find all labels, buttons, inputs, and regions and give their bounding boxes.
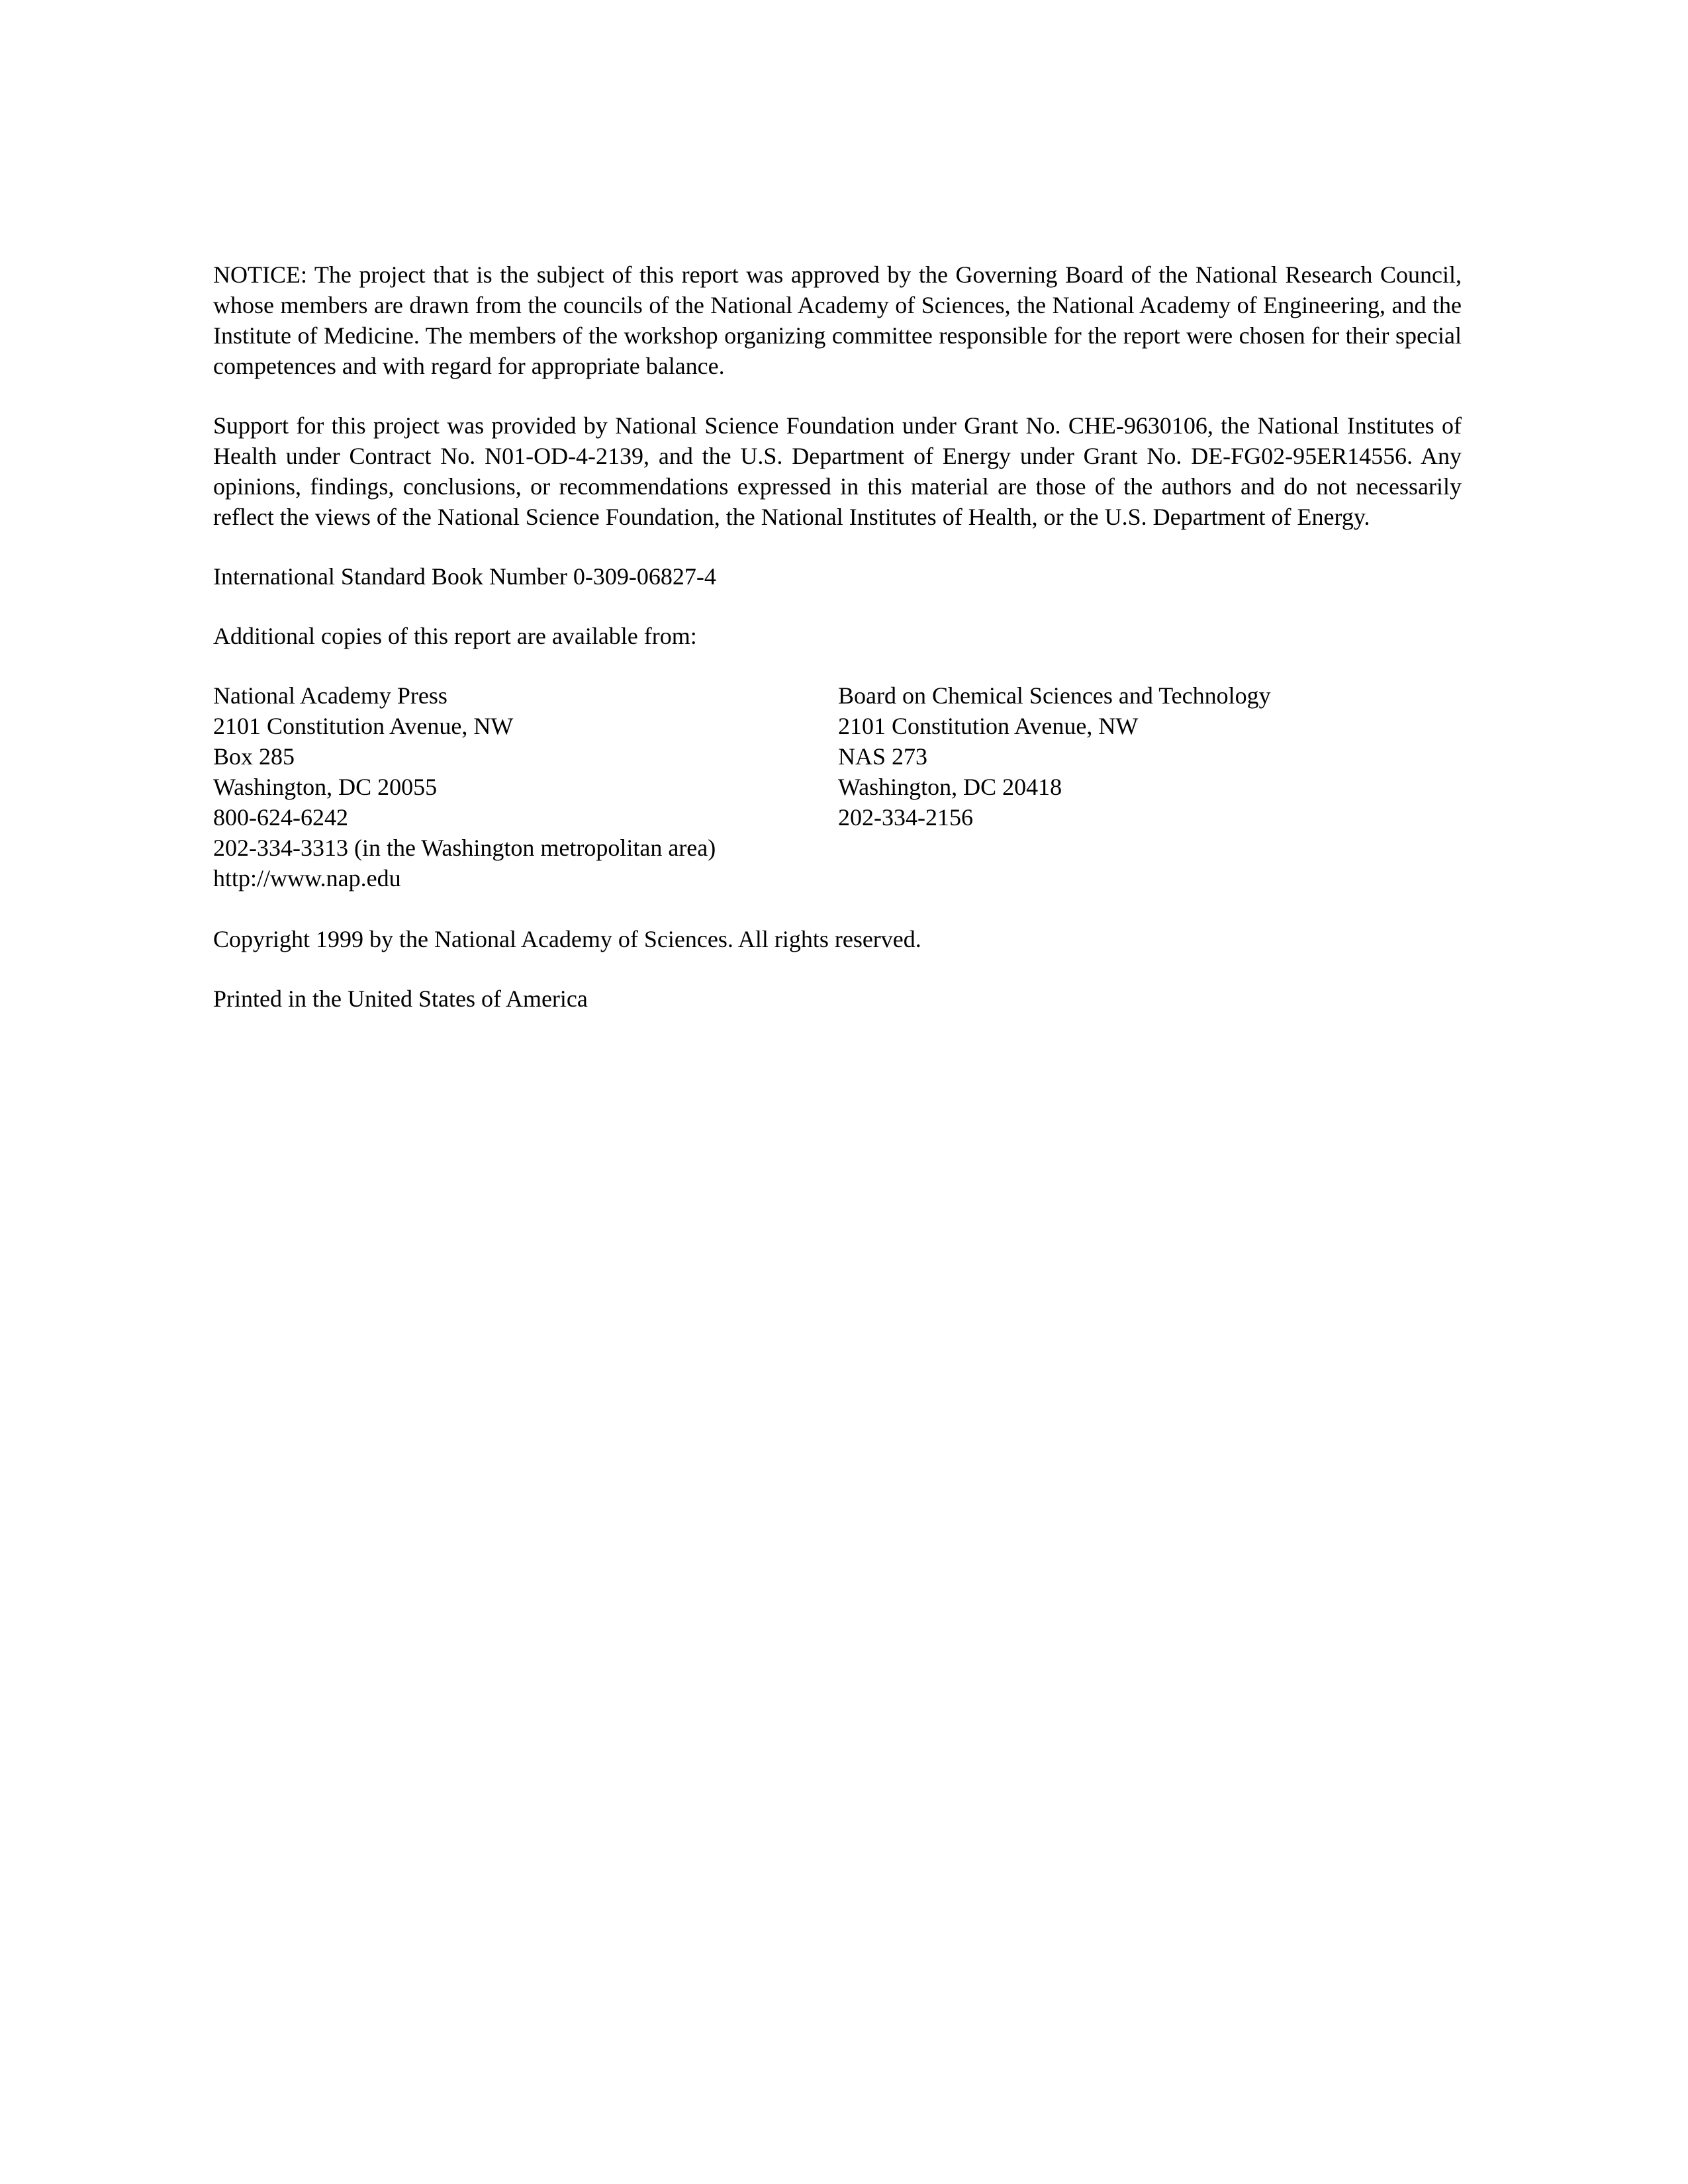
support-paragraph: Support for this project was provided by National Science Foundation under Grant No. CHE-9630106, the National Institutes of Health under Contract No. N01-OD-4-2139, and the U.S. Department of Energy under Grant No. DE-FG02-95ER14556. Any opinions, findings, conclusions, or recommendations expressed in this material are those of the authors and do not necessarily reflect the views of the National Science Foundation, the National Institutes of Health, or the U.S. Department of Energy. [213, 412, 1462, 530]
isbn-line: International Standard Book Number 0-309-06827-4 [213, 563, 716, 590]
availability-line: Additional copies of this report are available from: [213, 623, 697, 649]
copyright-line: Copyright 1999 by the National Academy of Sciences. All rights reserved. [213, 926, 921, 952]
page-content [213, 259, 1462, 1043]
address-line: Board on Chemical Sciences and Technology [838, 682, 1271, 709]
address-block [213, 680, 1462, 891]
phone-line: 800-624-6242 [213, 804, 348, 831]
address-line: Washington, DC 20055 [213, 774, 438, 800]
board-chemical-sciences-address [838, 680, 1434, 833]
printed-line: Printed in the United States of America [213, 985, 588, 1012]
address-line: 2101 Constitution Avenue, NW [838, 713, 1139, 739]
notice-paragraph: NOTICE: The project that is the subject of this report was approved by the Governing Board of the National Research Council, whose members are drawn from the councils of the National Academy of Sciences, the National Academy of Engineering, and the Institute of Medicine. The members of the workshop organizing committee responsible for the report were chosen for their special competences and with regard for appropriate balance. [213, 261, 1462, 379]
address-line: Box 285 [213, 743, 295, 770]
website-line: http://www.nap.edu [213, 865, 401, 891]
address-line: Washington, DC 20418 [838, 774, 1062, 800]
national-academy-press-address [213, 680, 809, 893]
phone-line: 202-334-3313 (in the Washington metropolitan area) [213, 835, 716, 861]
phone-line: 202-334-2156 [838, 804, 973, 831]
address-line: National Academy Press [213, 682, 447, 709]
address-line: 2101 Constitution Avenue, NW [213, 713, 514, 739]
address-line: NAS 273 [838, 743, 928, 770]
